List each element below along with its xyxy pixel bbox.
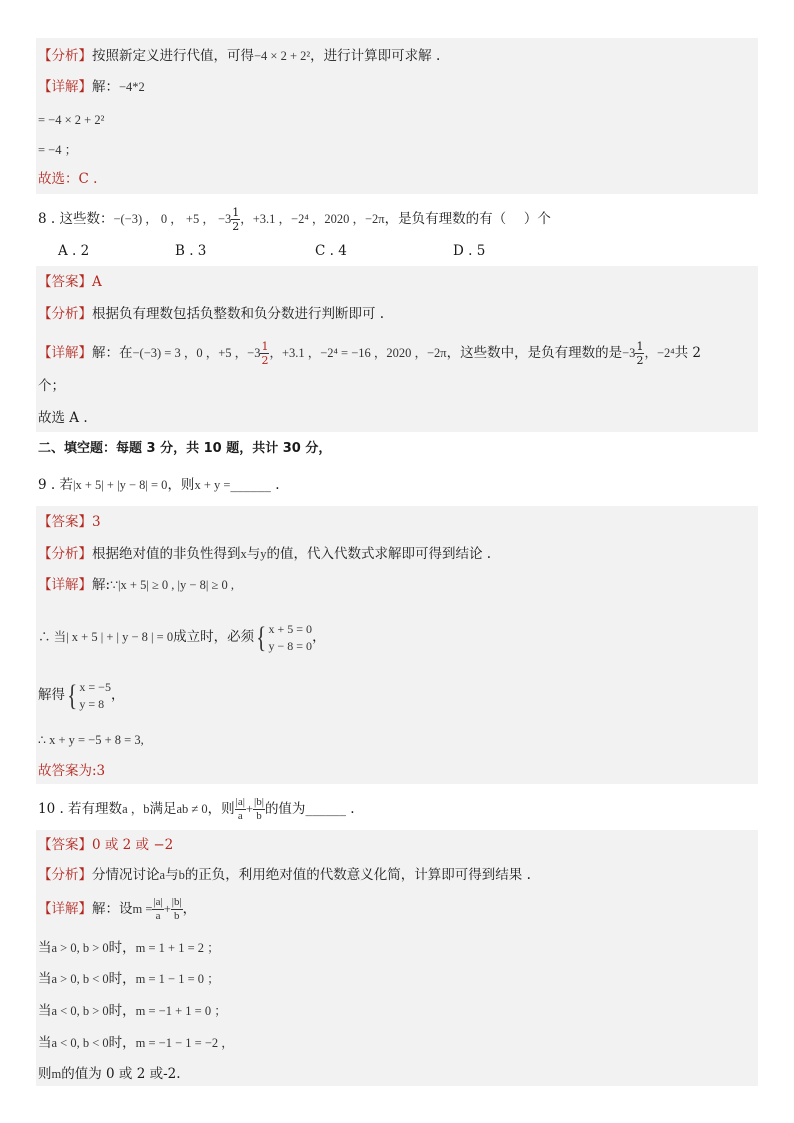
q9-solve: 解得 { x = −5 y = 8 ， <box>38 678 125 712</box>
answer-blank[interactable]: ______ <box>305 801 346 817</box>
section-heading: 二、填空题：每题 3 分，共 10 题，共计 30 分， <box>38 441 332 456</box>
q8-answer: 【答案】A <box>38 274 102 290</box>
q8-analysis: 【分析】根据负有理数包括负整数和负分数进行判断即可 . <box>38 306 385 322</box>
q9-analysis: 【分析】根据绝对值的非负性得到x与y的值，代入代数式求解即可得到结论 . <box>38 546 492 562</box>
analysis-tag: 【分析】 <box>38 48 92 64</box>
q9-answer: 【答案】3 <box>38 514 101 530</box>
q10-answer: 【答案】0 或 2 或 −2 <box>38 837 174 853</box>
detail-tag: 【详解】 <box>38 79 92 95</box>
q8-detail: 【详解】解：在−(−3) = 3 ，0 ，+5 ，−3 $\frac{1}{2}$ ，+3.1 ，−2⁴ = −16 ，2020 ，−2π，这些数中，是负有理数的是−3 $\frac{1}{2}$ ，−2⁴共 2 <box>38 340 701 367</box>
q10-detail: 【详解】解：设m = $\frac{|a|}{a}$ + $\frac{|b|}{b}$ ， <box>38 896 197 922</box>
q9-condition: ∴ 当| x + 5 | + | y − 8 | = 0成立时，必须 { x + 5 = 0 y − 8 = 0 ， <box>38 620 326 654</box>
q10-analysis: 【分析】分情况讨论a与b的正负，利用绝对值的代数意义化简，计算即可得到结果 . <box>38 867 531 883</box>
q8-detail-cont: 个； <box>38 378 65 394</box>
q9-final: 故答案为:3 <box>38 763 106 779</box>
prev-choose: 故选：C . <box>38 171 98 187</box>
q10-case-1: 当a > 0, b > 0时，m = 1 + 1 = 2 ； <box>38 940 220 956</box>
q10-conclusion: 则m的值为 0 或 2 或-2. <box>38 1066 181 1082</box>
q10-stem: 10 . 若有理数a ，b满足ab ≠ 0，则 $\frac{|a|}{a}$ + $\frac{|b|}{b}$ 的值为______ . <box>38 796 355 822</box>
fraction-b: $\frac{|b|}{b}$ <box>254 796 264 822</box>
q8-stem: 8 . 这些数：−(−3) ， 0 ， +5 ， −3 $\frac{1}{2}$ ，+3.1 ，−2⁴ ，2020 ，−2π，是负有理数的有（ ）个 <box>38 206 551 233</box>
q8-choose: 故选 A . <box>38 410 88 426</box>
q8-option-a[interactable]: A . 2 <box>58 243 90 259</box>
prev-analysis-line: 【分析】按照新定义进行代值，可得−4 × 2 + 2²，进行计算即可求解 . <box>38 48 441 64</box>
solution-system: { x = −5 y = 8 <box>67 678 111 712</box>
q9-result: ∴ x + y = −5 + 8 = 3, <box>38 733 144 747</box>
q9-stem: 9 . 若|x + 5| + |y − 8| = 0，则x + y =______ . <box>38 477 280 493</box>
q9-detail: 【详解】解:∵|x + 5| ≥ 0 , |y − 8| ≥ 0 , <box>38 577 234 593</box>
q8-option-d[interactable]: D . 5 <box>453 243 486 259</box>
q8-option-b[interactable]: B . 3 <box>175 243 207 259</box>
q10-case-3: 当a < 0, b > 0时，m = −1 + 1 = 0 ； <box>38 1003 227 1019</box>
q8-option-c[interactable]: C . 4 <box>315 243 347 259</box>
prev-step-1: = −4 × 2 + 2² <box>38 113 105 127</box>
equation-system: { x + 5 = 0 y − 8 = 0 <box>256 620 313 654</box>
fraction-a: $\frac{|a|}{a}$ <box>235 796 245 822</box>
q10-case-2: 当a > 0, b < 0时，m = 1 − 1 = 0 ； <box>38 971 220 987</box>
prev-detail-line: 【详解】解：−4*2 <box>38 79 145 95</box>
answer-blank[interactable]: ______ <box>230 477 271 493</box>
mixed-fraction: $\frac{1}{2}$ <box>232 206 240 233</box>
prev-step-2: = −4 ； <box>38 143 78 157</box>
q10-case-4: 当a < 0, b < 0时，m = −1 − 1 = −2 ， <box>38 1035 234 1051</box>
